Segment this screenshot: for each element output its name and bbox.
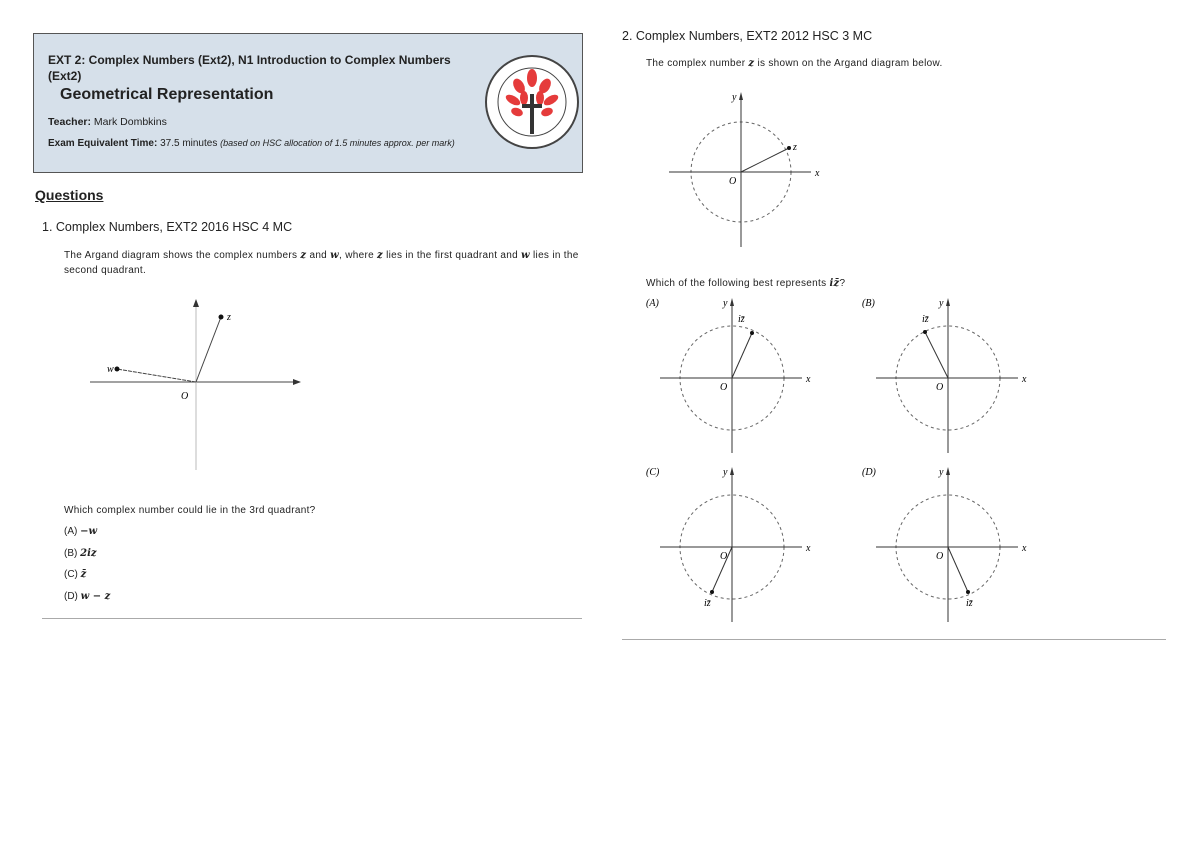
option-d-origin-label: O bbox=[936, 551, 944, 562]
option-c-option-label: (C) bbox=[646, 467, 660, 478]
option-d-point bbox=[966, 590, 970, 594]
q1-title: 1. Complex Numbers, EXT2 2016 HSC 4 MC bbox=[42, 220, 293, 234]
z-vector bbox=[196, 317, 221, 382]
option-a-point bbox=[750, 331, 754, 335]
option-c-origin-label: O bbox=[720, 551, 728, 562]
main-x-label: x bbox=[815, 168, 820, 179]
teacher-label: Teacher: bbox=[48, 116, 91, 128]
teacher-name: Mark Dombkins bbox=[93, 116, 167, 128]
w-label: w bbox=[107, 364, 114, 375]
option-c-point bbox=[710, 590, 714, 594]
w-point bbox=[115, 367, 120, 372]
option-b-point bbox=[923, 330, 927, 334]
header-subtitle: Geometrical Representation bbox=[60, 86, 274, 103]
option-c-point-label: iz̄ bbox=[704, 598, 711, 609]
option-a-x-label: x bbox=[806, 374, 811, 385]
divider bbox=[42, 618, 582, 619]
main-vector bbox=[741, 148, 789, 172]
option-b-y-label: y bbox=[939, 298, 944, 309]
main-point bbox=[787, 146, 791, 150]
option-d-option-label: (D) bbox=[862, 467, 876, 478]
main-point-label: z bbox=[793, 142, 797, 153]
option-d-y-label: y bbox=[939, 467, 944, 478]
option-b-vector bbox=[925, 332, 948, 378]
w-vector bbox=[117, 369, 196, 382]
option-b-option-label: (B) bbox=[862, 298, 875, 309]
option-a-vector bbox=[732, 333, 752, 378]
option-a-y-label: y bbox=[723, 298, 728, 309]
option-a-point-label: iz̄ bbox=[738, 314, 745, 325]
origin-label: O bbox=[181, 391, 189, 402]
q1-option-c[interactable]: (C) z̄ bbox=[64, 569, 87, 580]
time-label: Exam Equivalent Time: bbox=[48, 138, 158, 149]
q2-diagrams bbox=[600, 0, 1200, 849]
main-y-arrow bbox=[739, 92, 743, 100]
q1-option-b[interactable]: (B) 2iz bbox=[64, 548, 97, 559]
questions-heading: Questions bbox=[35, 187, 104, 203]
option-c-y-label: y bbox=[723, 467, 728, 478]
q1-question: Which complex number could lie in the 3rd quadrant? bbox=[64, 505, 316, 516]
option-d-y-arrow bbox=[946, 467, 950, 475]
q1-text: The Argand diagram shows the complex numbers z and w, where z lies in the first quadrant and w lies in the second quadrant. bbox=[64, 250, 579, 276]
option-a-y-arrow bbox=[730, 298, 734, 306]
z-label: z bbox=[227, 312, 231, 323]
header-title: EXT 2: Complex Numbers (Ext2), N1 Introduction to Complex Numbers (Ext2) bbox=[48, 53, 451, 83]
option-c-y-arrow bbox=[730, 467, 734, 475]
q1-option-d[interactable]: (D) w − z bbox=[64, 591, 111, 602]
option-b-point-label: iz̄ bbox=[922, 314, 929, 325]
option-d-point-label: iz̄ bbox=[966, 598, 973, 609]
option-d-vector bbox=[948, 547, 968, 592]
q2-text: The complex number z is shown on the Argand diagram below. bbox=[646, 58, 943, 69]
option-a-option-label: (A) bbox=[646, 298, 659, 309]
time-value: 37.5 minutes bbox=[160, 138, 218, 149]
option-b-origin-label: O bbox=[936, 382, 944, 393]
main-y-label: y bbox=[732, 92, 737, 103]
option-b-y-arrow bbox=[946, 298, 950, 306]
z-point bbox=[219, 315, 224, 320]
q2-title: 2. Complex Numbers, EXT2 2012 HSC 3 MC bbox=[622, 29, 873, 43]
time-note: (based on HSC allocation of 1.5 minutes approx. per mark) bbox=[220, 138, 455, 148]
option-c-x-label: x bbox=[806, 543, 811, 554]
divider bbox=[622, 639, 1166, 640]
option-a-origin-label: O bbox=[720, 382, 728, 393]
option-b-x-label: x bbox=[1022, 374, 1027, 385]
main-origin-label: O bbox=[729, 176, 737, 187]
q2-question: Which of the following best represents iz̄? bbox=[646, 278, 846, 289]
q1-option-a[interactable]: (A) −w bbox=[64, 526, 98, 537]
option-d-x-label: x bbox=[1022, 543, 1027, 554]
